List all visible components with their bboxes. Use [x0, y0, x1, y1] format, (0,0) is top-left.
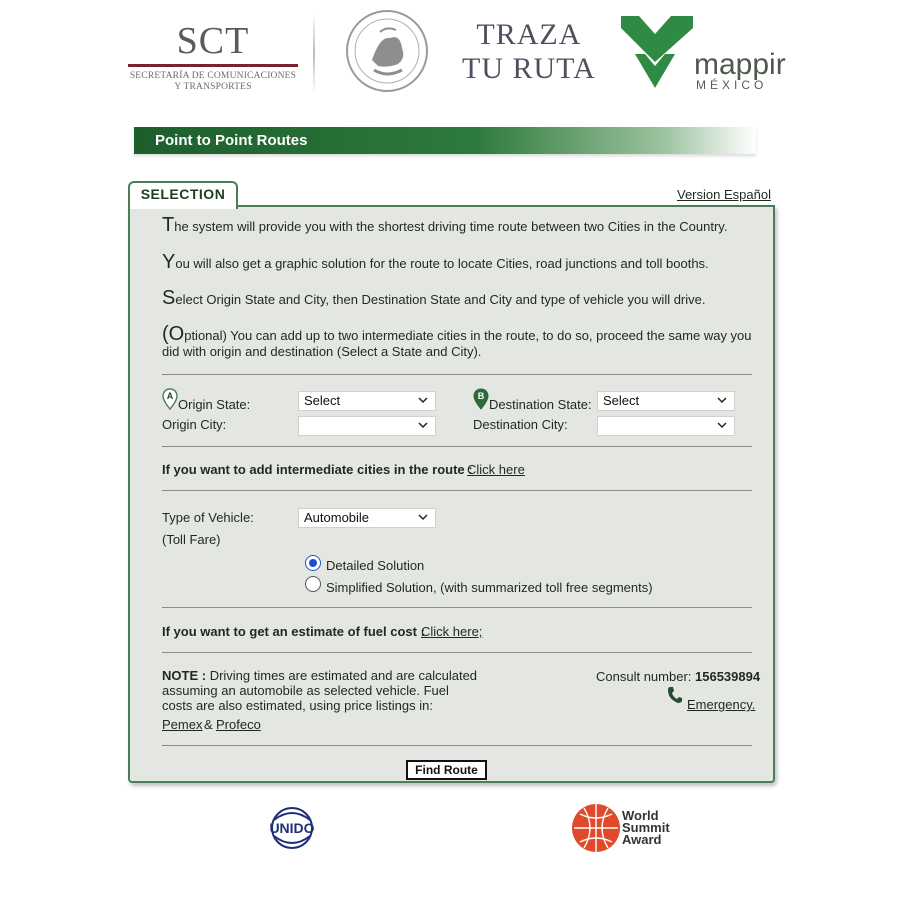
divider	[162, 374, 752, 375]
traza-line-2: TU RUTA	[462, 52, 596, 85]
detailed-solution-radio[interactable]	[305, 555, 321, 571]
chevron-down-icon	[417, 394, 429, 406]
chevron-down-icon	[716, 394, 728, 406]
fuel-cost-link[interactable]: Click here;	[421, 624, 483, 639]
origin-pin-icon	[162, 388, 178, 410]
mappir-subtitle: MÉXICO	[696, 78, 768, 92]
vehicle-type-value: Automobile	[304, 510, 370, 525]
page-title: Point to Point Routes	[155, 132, 308, 149]
intro-paragraph-2	[162, 251, 762, 273]
intro-cap-2: Y	[162, 251, 176, 273]
header	[0, 0, 900, 110]
toll-fare-label: (Toll Fare)	[162, 532, 221, 547]
phone-icon	[667, 686, 683, 704]
origin-state-label: Origin State:	[178, 397, 251, 412]
destination-pin-icon	[473, 388, 489, 410]
mappir-mark-icon	[617, 14, 697, 90]
intro-cap-1: T	[162, 214, 175, 236]
vehicle-type-select[interactable]	[298, 508, 436, 528]
page-title-bar	[134, 127, 756, 154]
intermediate-cities-link[interactable]: Click here	[467, 462, 525, 477]
chevron-down-icon	[716, 419, 728, 431]
divider	[162, 652, 752, 653]
unido-logo	[266, 806, 318, 850]
origin-city-select[interactable]	[298, 416, 436, 436]
destination-city-select[interactable]	[597, 416, 735, 436]
simplified-solution-label: Simplified Solution, (with summarized toll free segments)	[326, 580, 653, 595]
intro-paragraph-3	[162, 287, 762, 309]
sct-logo-rule	[128, 64, 298, 67]
wsa-line-2: Summit	[622, 820, 670, 835]
note-line-1: Driving times are estimated and are calculated	[209, 668, 478, 683]
divider	[162, 490, 752, 491]
sct-logo-title: SCT	[176, 20, 250, 62]
intro-text-2: ou will also get a graphic solution for the route to locate Cities, road junctions and toll booths.	[175, 256, 709, 271]
mappir-word: mappir	[694, 48, 786, 81]
origin-city-label: Origin City:	[162, 417, 227, 432]
version-espanol-link[interactable]: Version Español	[677, 187, 771, 202]
divider	[162, 446, 752, 447]
pemex-link[interactable]: Pemex	[162, 717, 203, 732]
sct-logo	[128, 22, 298, 93]
profeco-link[interactable]: Profeco	[216, 717, 261, 732]
chevron-down-icon	[417, 511, 429, 523]
consult-number	[596, 669, 760, 684]
divider	[162, 745, 752, 746]
origin-state-select[interactable]	[298, 391, 436, 411]
destination-state-label: Destination State:	[489, 397, 592, 412]
wsa-line-1: World	[622, 808, 659, 823]
intro-paragraph-1	[162, 214, 762, 236]
traza-line-1: TRAZA	[476, 18, 582, 51]
consult-value: 156539894	[695, 669, 761, 684]
intro-cap-3: S	[162, 287, 176, 309]
header-divider	[313, 12, 315, 94]
unido-text: UNIDO	[269, 820, 315, 836]
tab-selection-label: SELECTION	[140, 186, 226, 202]
vehicle-type-label: Type of Vehicle:	[162, 510, 254, 525]
destination-pin-letter: B	[477, 391, 485, 401]
find-route-button[interactable]: Find Route	[406, 760, 487, 780]
intro-cap-4: (O	[162, 323, 185, 345]
detailed-solution-label: Detailed Solution	[326, 558, 425, 573]
origin-state-value: Select	[304, 393, 341, 408]
intro-paragraph-4	[162, 323, 757, 360]
traza-tu-ruta-logo	[462, 18, 596, 86]
note-line-3: costs are also estimated, using price listings in:	[162, 698, 433, 713]
note-line-2: assuming an automobile as selected vehicle. Fuel	[162, 683, 449, 698]
world-summit-award-logo	[570, 800, 686, 856]
sct-logo-subtitle-1: SECRETARÍA DE COMUNICACIONES	[129, 71, 297, 81]
destination-state-value: Select	[603, 393, 640, 408]
ampersand: &	[204, 717, 213, 732]
note-label: NOTE :	[162, 668, 207, 683]
tab-selection[interactable]	[128, 181, 238, 209]
consult-label: Consult number:	[596, 669, 692, 684]
seal-icon	[344, 8, 430, 94]
destination-state-select[interactable]	[597, 391, 735, 411]
fuel-cost-text: If you want to get an estimate of fuel cost :	[162, 624, 425, 639]
sct-logo-subtitle-2: Y TRANSPORTES	[174, 82, 252, 92]
note-block	[162, 668, 492, 713]
emergency-link[interactable]: Emergency.	[687, 697, 756, 712]
intermediate-cities-text: If you want to add intermediate cities in the route :	[162, 462, 473, 477]
intro-text-4: ptional) You can add up to two intermediate cities in the route, to do so, proceed the same way you did with origin and destination (Select a State and City).	[162, 328, 752, 359]
intro-text-3: elect Origin State and City, then Destination State and City and type of vehicle you will drive.	[175, 292, 706, 307]
wsa-line-3: Award	[622, 832, 662, 847]
destination-city-label: Destination City:	[473, 417, 568, 432]
simplified-solution-radio[interactable]	[305, 576, 321, 592]
origin-pin-letter: A	[166, 391, 174, 401]
intro-text-1: he system will provide you with the shortest driving time route between two Cities in the Country.	[174, 219, 728, 234]
divider	[162, 607, 752, 608]
chevron-down-icon	[417, 419, 429, 431]
